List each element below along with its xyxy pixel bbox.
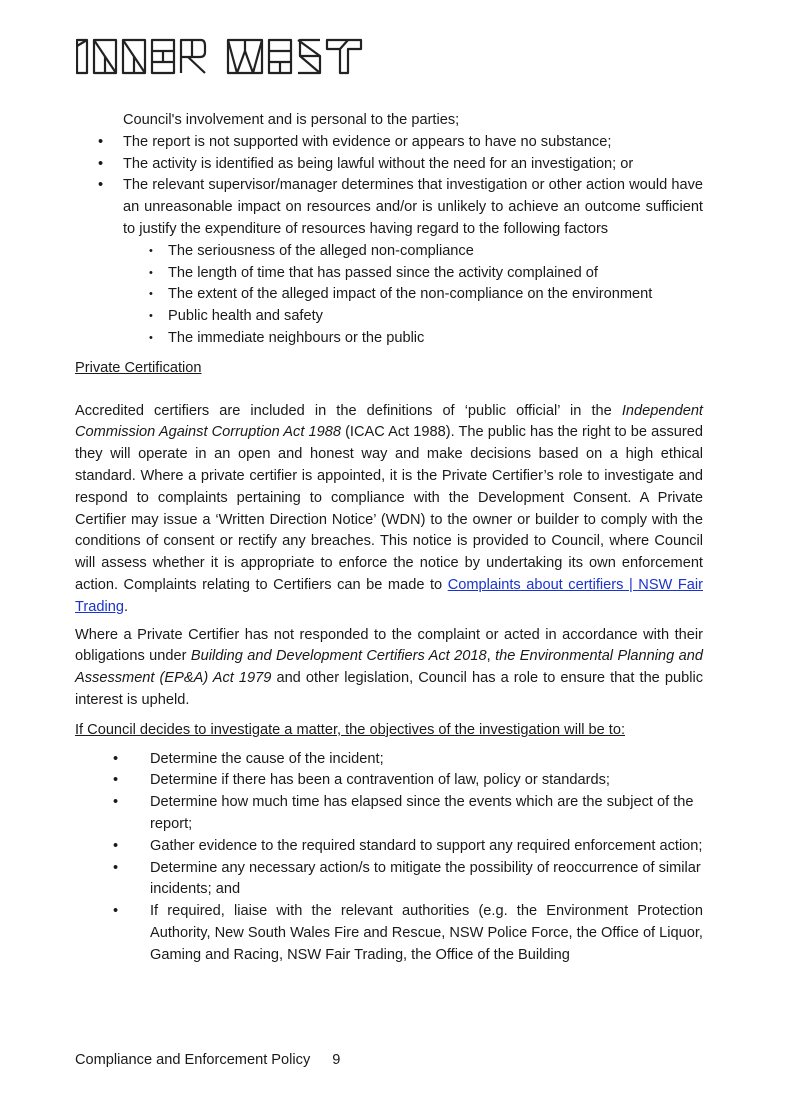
list-item: • The extent of the alleged impact of the non-compliance on the environment — [123, 284, 703, 306]
list-item: • If required, liaise with the relevant authorities (e.g. the Environment Protection Authority, New South Wales Fire and Rescue, NSW Police Force, the Office of Liquor, Gaming and Racing, NSW Fair Trading, the Office of the Building — [75, 901, 703, 966]
list-item: • The immediate neighbours or the public — [123, 328, 703, 350]
list-item: • The activity is identified as being lawful without the need for an investigation; or — [75, 154, 703, 176]
list-item: • The length of time that has passed since the activity complained of — [123, 263, 703, 285]
list-item: • Determine how much time has elapsed since the events which are the subject of the report; — [75, 792, 703, 836]
investigation-objectives-heading: If Council decides to investigate a matter, the objectives of the investigation will be to: — [75, 721, 626, 738]
page-number: 9 — [332, 1052, 341, 1068]
list-item: • Public health and safety — [123, 306, 703, 328]
list-item: • Determine any necessary action/s to mitigate the possibility of reoccurrence of similar incidents; and — [75, 858, 703, 902]
inner-west-logo — [76, 36, 370, 76]
list-item: • Determine the cause of the incident; — [75, 749, 703, 771]
list-item: • The relevant supervisor/manager determines that investigation or other action would have an unreasonable impact on resources and/or is unlikely to achieve an outcome sufficient to justify the expenditure of resources having regard to the following factors — [75, 175, 703, 240]
private-certifier-obligations-paragraph: Where a Private Certifier has not responded to the complaint or acted in accordance with their obligations under Building and Development Certifiers Act 2018, the Environmental Planning and Assessment (EP&A) Act 1979 and other legislation, Council has a role to ensure that the public interest is upheld. — [75, 626, 704, 708]
fair-trading-link[interactable]: Complaints about certifiers | NSW Fair Trading — [75, 576, 703, 615]
objectives-list — [75, 749, 703, 967]
page-footer — [75, 1052, 340, 1068]
list-item: • Gather evidence to the required standard to support any required enforcement action; — [75, 836, 703, 858]
reasons-list — [75, 132, 703, 241]
factors-list — [123, 241, 703, 350]
list-item: • The report is not supported with evidence or appears to have no substance; — [75, 132, 703, 154]
page-body — [75, 110, 703, 966]
list-continuation: Council's involvement and is personal to the parties; — [123, 112, 460, 128]
private-certification-heading: Private Certification — [75, 359, 202, 376]
footer-title: Compliance and Enforcement Policy — [75, 1052, 311, 1068]
list-item: • The seriousness of the alleged non-compliance — [123, 241, 703, 263]
list-item: • Determine if there has been a contravention of law, policy or standards; — [75, 770, 703, 792]
private-certification-paragraph: Accredited certifiers are included in the definitions of ‘public official’ in the Independent Commission Against Corruption Act 1988 (ICAC Act 1988). The public has the right to be assured they will operate in an open and honest way and make decisions based on a high ethical standard. Where a private certifier is appointed, it is the Private Certifier’s role to investigate and respond to complaints pertaining to compliance with the Development Consent. A Private Certifier may issue a ‘Written Direction Notice’ (WDN) to the owner or builder to comply with the conditions of consent or rectify any breaches. This notice is provided to Council, where Council will assess whether it is appropriate to enforce the notice by undertaking its own enforcement action. Complaints relating to Certifiers can be made to Complaints about certifiers | NSW Fair Trading. — [75, 402, 704, 615]
